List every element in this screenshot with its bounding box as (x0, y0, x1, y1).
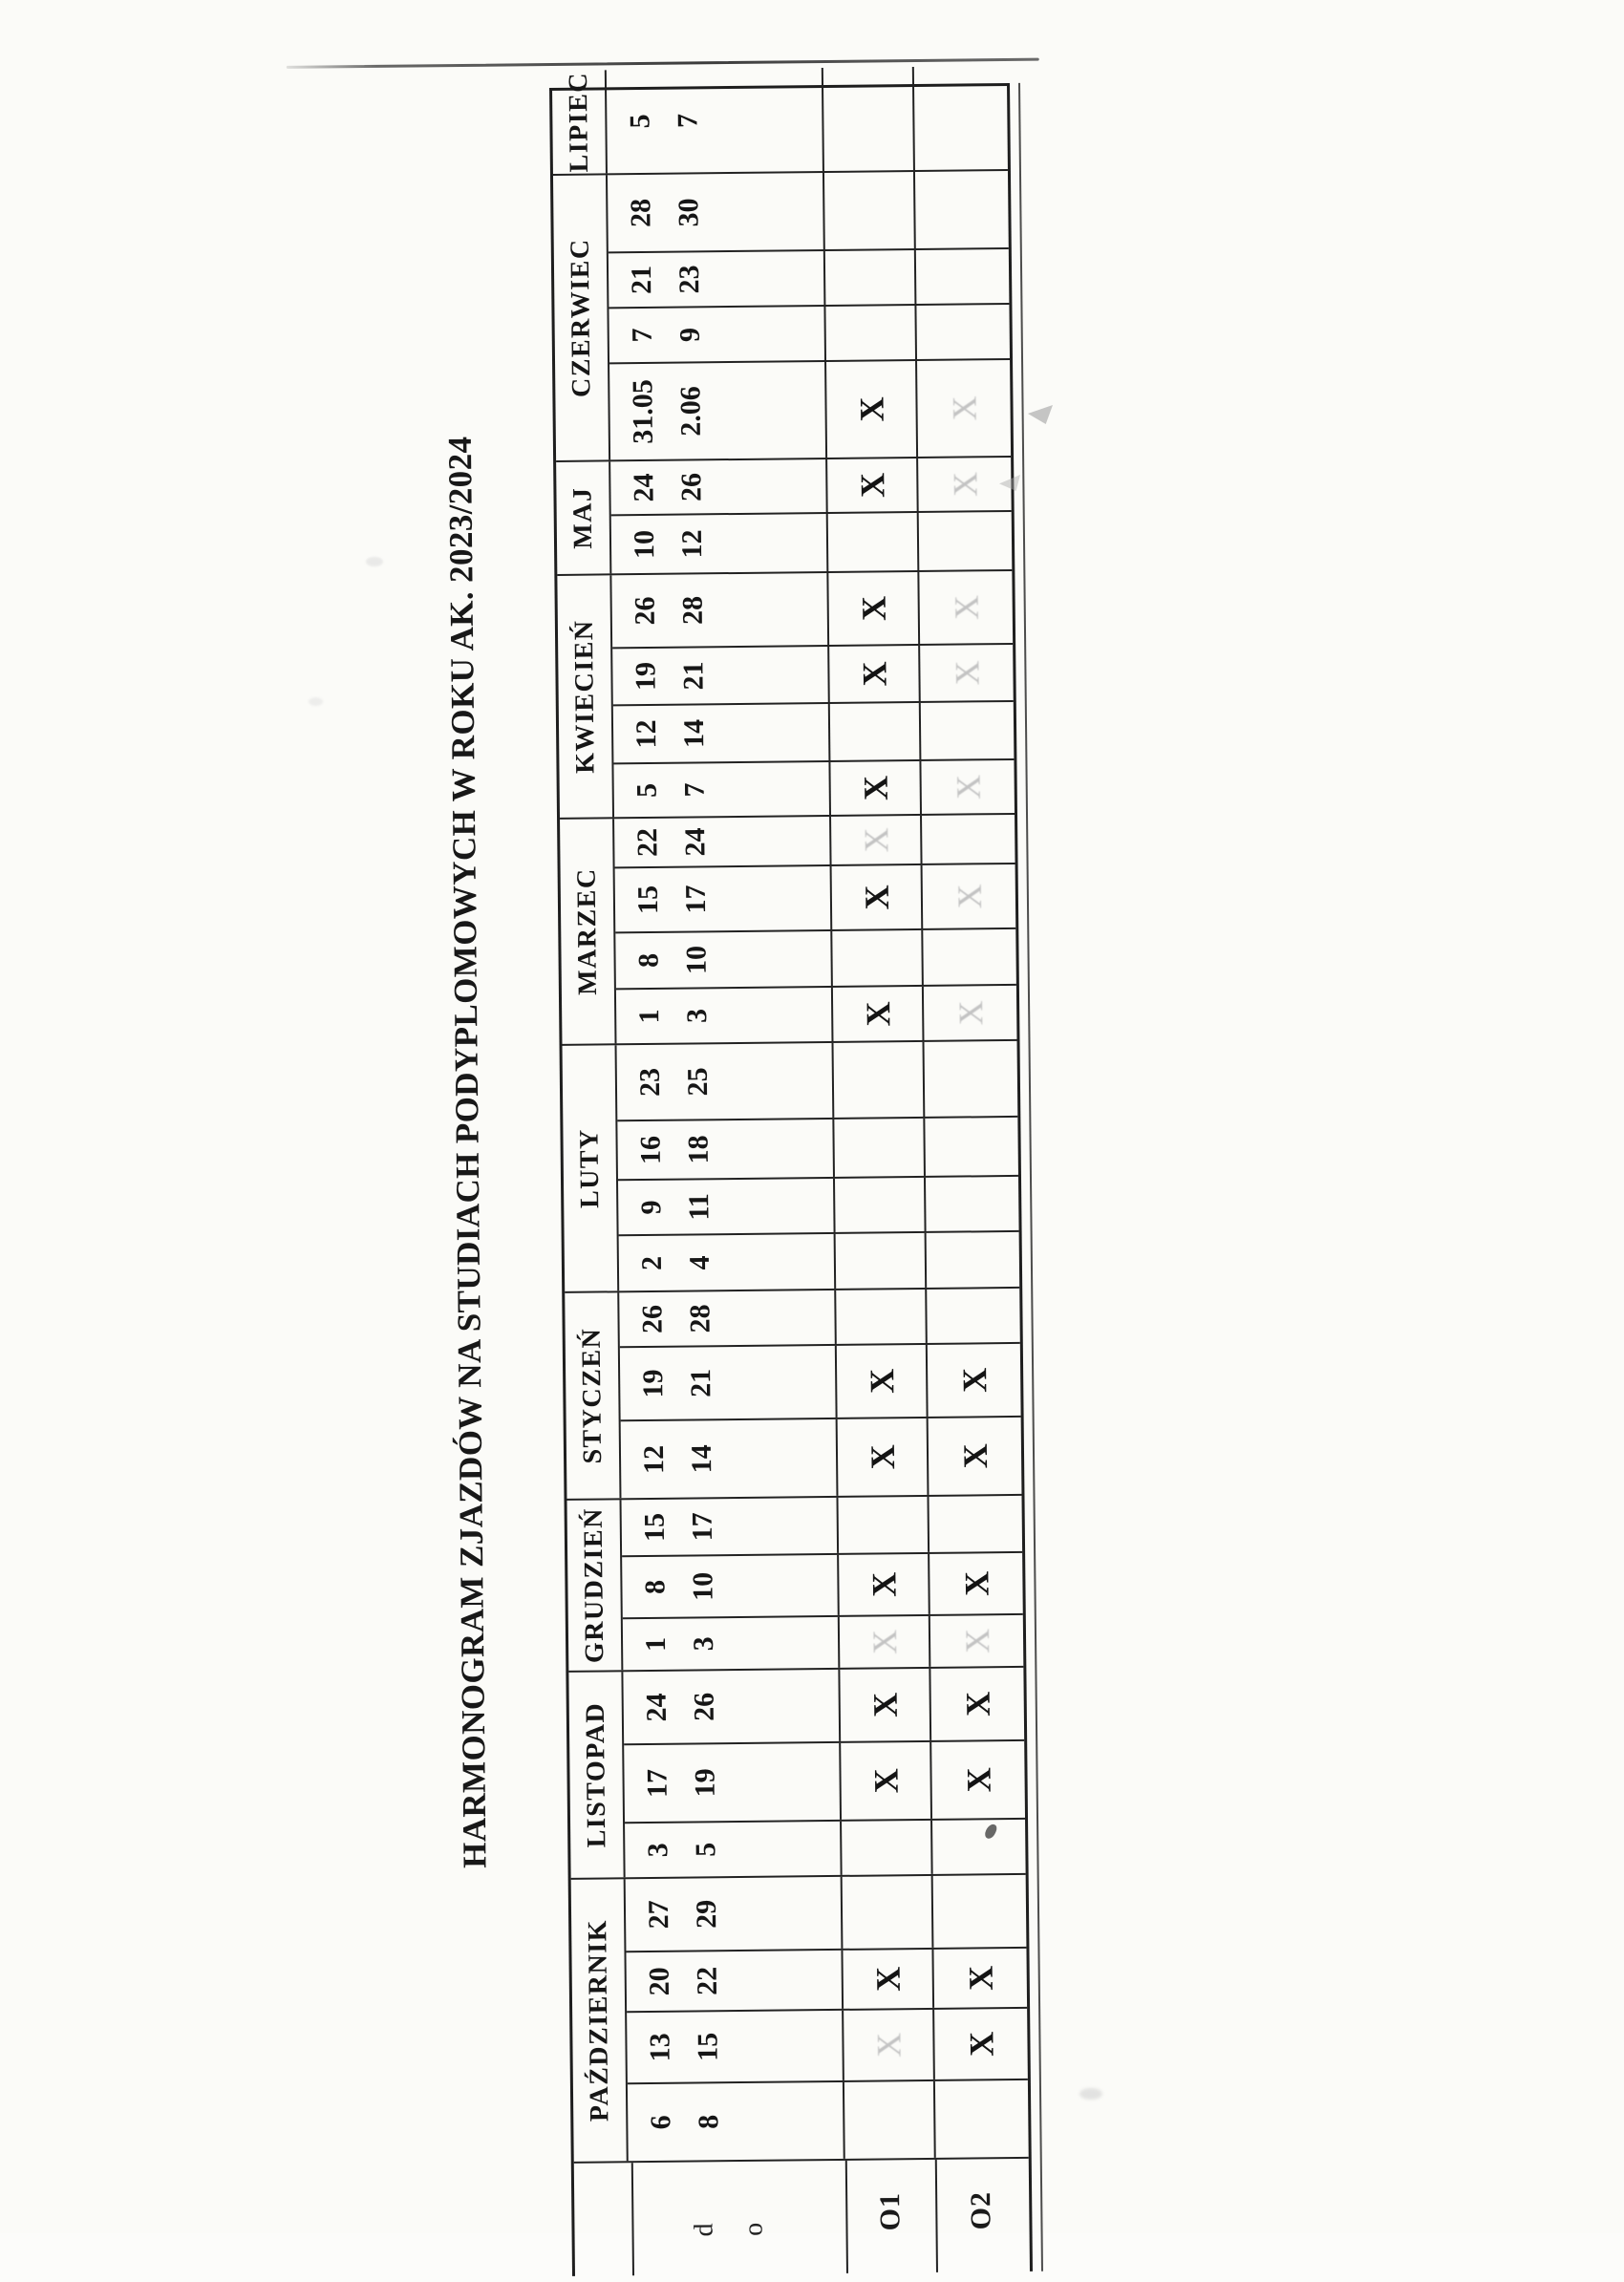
date-cell (611, 514, 829, 573)
attendance-mark-cell (916, 249, 1010, 304)
weekend-column (614, 815, 1015, 868)
x-mark: X (851, 396, 891, 422)
saturday-date: 2 (635, 1255, 668, 1271)
attendance-mark-cell (826, 361, 918, 458)
attendance-mark-cell (830, 761, 922, 815)
weekend-column (622, 1553, 1023, 1619)
saturday-date: 24 (628, 473, 660, 502)
faint-x-mark: X (947, 660, 987, 686)
month-column (553, 171, 1011, 462)
faint-x-mark: X (949, 774, 988, 800)
weekend-column (624, 1741, 1025, 1823)
faint-x-mark: X (951, 1000, 990, 1026)
date-cell (621, 1419, 839, 1498)
attendance-mark-cell (920, 645, 1014, 701)
month-weekends (608, 171, 1011, 459)
weekend-column (610, 458, 1012, 516)
saturday-date: 10 (628, 529, 661, 560)
x-mark: X (868, 1966, 908, 1993)
sunday-date: 2.06 (674, 386, 707, 437)
date-cell (626, 1877, 844, 1951)
date-cell (626, 1951, 844, 2011)
attendance-mark-cell (828, 572, 920, 645)
month-column (567, 1496, 1024, 1673)
attendance-mark-cell (834, 1042, 926, 1118)
attendance-mark-cell (935, 2080, 1029, 2158)
saturday-date: 8 (632, 952, 665, 969)
sunday-date: 4 (683, 1255, 716, 1270)
date-cell (616, 988, 834, 1043)
program-row-label: O1 (874, 2191, 907, 2231)
date-cell (617, 1120, 835, 1179)
date-cell (608, 173, 825, 251)
weekend-column (623, 1615, 1024, 1670)
attendance-mark-cell (930, 1615, 1024, 1667)
attendance-mark-cell (837, 1345, 929, 1418)
sunday-date: 14 (677, 718, 711, 749)
attendance-mark-cell (915, 171, 1009, 248)
date-cell (614, 817, 832, 866)
month-weekends (614, 815, 1016, 1043)
date-cell (615, 931, 833, 988)
attendance-mark-cell (843, 1876, 934, 1949)
date-cell (612, 647, 830, 704)
dates-row-label-cell (633, 2161, 848, 2275)
attendance-mark-cell (841, 1742, 932, 1820)
attendance-mark-cell (834, 1119, 926, 1177)
saturday-date: 15 (638, 1512, 671, 1543)
weekend-column (615, 929, 1016, 990)
date-cell (623, 1617, 841, 1670)
saturday-date: 31.05 (627, 379, 659, 444)
attendance-mark-cell (927, 1232, 1020, 1288)
date-cell (623, 1670, 841, 1743)
attendance-mark-cell (828, 513, 920, 571)
faint-x-mark: X (865, 1629, 904, 1655)
date-cell (609, 307, 826, 362)
sunday-date: 25 (681, 1067, 715, 1097)
x-mark: X (958, 1691, 997, 1717)
weekend-column (609, 360, 1011, 459)
date-cell (607, 68, 824, 173)
attendance-mark-cell (929, 1418, 1022, 1495)
weekend-column (628, 2080, 1029, 2161)
month-header: CZERWIEC (553, 175, 610, 460)
weekend-column (626, 1949, 1027, 2013)
weekend-column (613, 760, 1015, 817)
attendance-mark-cell (823, 67, 915, 171)
sunday-date: 28 (676, 595, 709, 626)
saturday-date: 20 (643, 1967, 675, 1996)
attendance-mark-cell (835, 1178, 927, 1232)
attendance-mark-cell (832, 930, 924, 986)
date-cell (619, 1234, 837, 1290)
saturday-date: 5 (624, 114, 656, 129)
saturday-date: 12 (637, 1444, 671, 1475)
sunday-date: 19 (689, 1768, 721, 1798)
date-cell (615, 866, 833, 931)
saturday-date: 22 (631, 827, 664, 858)
weekend-column (623, 1668, 1024, 1745)
attendance-mark-cell (844, 2081, 936, 2159)
x-mark: X (956, 1570, 996, 1597)
x-mark: X (958, 1767, 998, 1793)
program-row-label: O2 (965, 2190, 997, 2230)
weekend-column (625, 1820, 1026, 1877)
attendance-mark-cell (842, 1821, 933, 1875)
schedule-table-rotated-wrapper (549, 71, 1033, 2276)
x-mark: X (863, 1444, 902, 1470)
weekend-column (619, 1232, 1020, 1290)
month-weekends (611, 571, 1015, 817)
attendance-mark-cell (930, 1668, 1024, 1740)
saturday-date: 9 (635, 1200, 668, 1215)
program-row-label-cell (847, 2160, 938, 2273)
document-title: HARMONOGRAM ZJAZDÓW NA STUDIACH PODYPLOMOWYCH W ROKU AK. 2023/2024 (440, 436, 494, 1869)
weekend-column (609, 305, 1010, 364)
date-cell (628, 2082, 845, 2161)
month-header: STYCZEŃ (565, 1292, 621, 1499)
weekend-column (611, 571, 1013, 649)
month-weekends (626, 1875, 1029, 2161)
x-mark: X (955, 1443, 994, 1469)
sunday-date: 11 (683, 1193, 716, 1221)
faint-x-mark: X (856, 827, 895, 853)
weekend-column (607, 66, 1008, 173)
sunday-date: 7 (678, 782, 711, 798)
weekend-column (626, 1875, 1027, 1952)
attendance-mark-cell (919, 512, 1013, 570)
sunday-date: 29 (690, 1899, 723, 1930)
attendance-mark-cell (925, 1041, 1018, 1117)
attendance-mark-cell (932, 1820, 1026, 1874)
corner-cell (574, 2163, 634, 2276)
x-mark: X (857, 885, 896, 910)
month-header: LIPIEC (552, 70, 608, 174)
sunday-date: 28 (684, 1304, 716, 1333)
date-cell (624, 1743, 842, 1822)
attendance-mark-cell (836, 1290, 928, 1344)
date-cell (618, 1179, 836, 1234)
month-column (565, 1289, 1021, 1501)
month-weekends (623, 1668, 1025, 1877)
date-cell (611, 573, 829, 647)
saturday-date: 5 (630, 782, 663, 799)
sunday-date: 21 (677, 661, 710, 691)
month-column (568, 1668, 1025, 1880)
row-label-fragment: d (689, 2223, 719, 2237)
saturday-date: 1 (633, 1009, 666, 1024)
weekend-column (621, 1418, 1022, 1498)
x-mark: X (862, 1368, 901, 1395)
row-label-fragment: o (738, 2222, 769, 2237)
sunday-date: 22 (691, 1966, 723, 1996)
sunday-date: 30 (673, 198, 705, 227)
attendance-mark-cell (830, 703, 922, 760)
sunday-date: 10 (687, 1571, 719, 1602)
attendance-mark-cell (831, 816, 923, 864)
saturday-date: 12 (630, 719, 663, 749)
sunday-date: 18 (682, 1135, 715, 1164)
attendance-mark-cell (933, 1949, 1027, 2008)
attendance-mark-cell (838, 1418, 930, 1496)
weekend-column (611, 512, 1013, 573)
saturday-date: 19 (637, 1369, 670, 1398)
weekend-column (609, 249, 1010, 309)
faint-x-mark: X (950, 884, 989, 909)
weekend-column (608, 171, 1009, 253)
attendance-mark-cell (840, 1669, 931, 1741)
month-column (556, 458, 1012, 576)
attendance-mark-cell (923, 864, 1016, 928)
attendance-mark-cell (923, 929, 1016, 985)
sunday-date: 15 (692, 2032, 724, 2062)
weekend-column (622, 1496, 1023, 1557)
date-cell (625, 1822, 843, 1877)
date-cell (610, 459, 828, 514)
sunday-date: 26 (688, 1692, 720, 1722)
month-header: KWIECIEŃ (557, 575, 614, 818)
saturday-date: 15 (631, 885, 665, 915)
attendance-mark-cell (918, 458, 1012, 511)
x-mark: X (858, 1001, 897, 1027)
date-cell (609, 362, 827, 459)
attendance-mark-cell (833, 987, 925, 1041)
attendance-mark-cell (930, 1553, 1023, 1614)
date-cell (613, 704, 831, 762)
faint-x-mark: X (868, 2032, 908, 2058)
x-mark: X (852, 472, 892, 499)
x-mark: X (865, 1768, 906, 1794)
date-cell (620, 1346, 838, 1419)
x-mark: X (854, 661, 894, 687)
attendance-mark-cell (927, 1289, 1020, 1343)
saturday-date: 19 (630, 661, 662, 692)
attendance-mark-cell (926, 1177, 1019, 1231)
date-cell (617, 1043, 835, 1120)
weekend-column (620, 1344, 1021, 1421)
weekend-column (617, 1041, 1018, 1121)
date-cell (613, 762, 831, 817)
attendance-mark-cell (919, 571, 1013, 644)
sunday-date: 10 (680, 945, 713, 975)
sunday-date: 23 (673, 265, 706, 294)
saturday-date: 27 (642, 1900, 675, 1930)
sunday-date: 26 (675, 472, 708, 502)
saturday-date: 24 (640, 1693, 673, 1722)
attendance-mark-cell (921, 702, 1015, 759)
attendance-mark-cell (924, 986, 1017, 1040)
attendance-mark-cell (824, 172, 916, 249)
attendance-mark-cell (829, 646, 921, 702)
saturday-date: 26 (636, 1304, 669, 1334)
attendance-mark-cell (925, 1118, 1018, 1176)
sunday-date: 17 (686, 1512, 718, 1542)
saturday-date: 26 (629, 596, 661, 626)
date-cell (627, 2011, 844, 2082)
weekend-column (627, 2009, 1028, 2084)
x-mark: X (854, 595, 893, 622)
month-column (560, 815, 1016, 1046)
weekend-column (615, 864, 1016, 933)
sunday-date: 24 (679, 827, 712, 857)
attendance-mark-cell (825, 250, 917, 305)
faint-x-mark: X (957, 1628, 996, 1654)
month-weekends (617, 1041, 1020, 1290)
attendance-mark-cell (832, 865, 924, 929)
saturday-date: 3 (642, 1843, 674, 1858)
attendance-mark-cell (922, 815, 1015, 864)
weekend-column (618, 1177, 1019, 1236)
attendance-mark-cell (838, 1497, 930, 1553)
x-mark: X (961, 1965, 1000, 1992)
attendance-mark-cell (928, 1344, 1021, 1417)
date-cell (619, 1290, 837, 1346)
attendance-mark-cell (825, 306, 917, 360)
attendance-mark-cell (929, 1496, 1022, 1552)
sunday-date: 21 (685, 1368, 717, 1398)
weekend-column (616, 986, 1017, 1043)
weekend-column (612, 645, 1014, 706)
schedule-table (549, 71, 1033, 2276)
month-header: MAJ (556, 461, 611, 574)
attendance-mark-cell (827, 459, 919, 512)
date-cell (609, 251, 826, 307)
month-header: LUTY (563, 1045, 620, 1291)
x-mark: X (865, 1692, 905, 1718)
date-cell (622, 1555, 840, 1617)
sunday-date: 5 (690, 1842, 722, 1858)
saturday-date: 6 (645, 2115, 677, 2130)
x-mark: X (856, 775, 895, 801)
month-weekends (607, 66, 1008, 173)
month-column (571, 1875, 1029, 2162)
attendance-mark-cell (843, 1950, 934, 2009)
sunday-date: 14 (685, 1444, 718, 1474)
faint-x-mark: X (947, 594, 986, 621)
saturday-date: 21 (625, 265, 658, 295)
faint-x-mark: X (944, 395, 984, 421)
saturday-date: 13 (644, 2033, 676, 2062)
attendance-mark-cell (840, 1616, 931, 1668)
month-header: LISTOPAD (568, 1672, 625, 1878)
sunday-date: 9 (673, 327, 706, 343)
faint-x-mark: X (945, 471, 985, 498)
date-cell (622, 1498, 840, 1555)
attendance-mark-cell (914, 66, 1008, 170)
month-header: MARZEC (560, 819, 616, 1044)
weekend-column (613, 702, 1015, 764)
attendance-mark-cell (934, 2009, 1028, 2079)
attendance-mark-cell (921, 760, 1015, 814)
saturday-date: 28 (625, 198, 657, 228)
x-mark: X (961, 2031, 1001, 2058)
sunday-date: 3 (681, 1008, 714, 1024)
month-column (563, 1041, 1020, 1293)
attendance-mark-cell (839, 1554, 930, 1615)
sunday-date: 17 (679, 885, 713, 914)
saturday-date: 1 (640, 1636, 673, 1653)
row-label-column (574, 2157, 1030, 2276)
program-row-label-cell (937, 2159, 1030, 2272)
saturday-date: 17 (641, 1768, 673, 1799)
attendance-mark-cell (844, 2010, 935, 2080)
month-column (557, 571, 1015, 820)
saturday-date: 7 (626, 328, 658, 343)
weekend-column (617, 1118, 1018, 1181)
month-weekends (610, 458, 1012, 573)
x-mark: X (864, 1571, 904, 1598)
month-header: PAŹDZIERNIK (571, 1879, 629, 2162)
sunday-date: 7 (672, 113, 704, 129)
saturday-date: 23 (633, 1067, 667, 1098)
sunday-date: 12 (675, 529, 709, 559)
attendance-mark-cell (917, 360, 1011, 457)
attendance-mark-cell (836, 1233, 928, 1289)
weekend-column (619, 1289, 1020, 1348)
attendance-mark-cell (933, 1875, 1027, 1948)
month-header: GRUDZIEŃ (567, 1500, 624, 1671)
saturday-date: 16 (634, 1135, 667, 1165)
x-mark: X (954, 1367, 994, 1394)
month-weekends (622, 1496, 1024, 1670)
attendance-mark-cell (931, 1741, 1025, 1819)
attendance-mark-cell (916, 305, 1010, 359)
sunday-date: 3 (688, 1636, 720, 1652)
month-column (552, 66, 1008, 176)
sunday-date: 8 (693, 2114, 725, 2130)
saturday-date: 8 (639, 1579, 672, 1595)
month-weekends (619, 1289, 1021, 1498)
